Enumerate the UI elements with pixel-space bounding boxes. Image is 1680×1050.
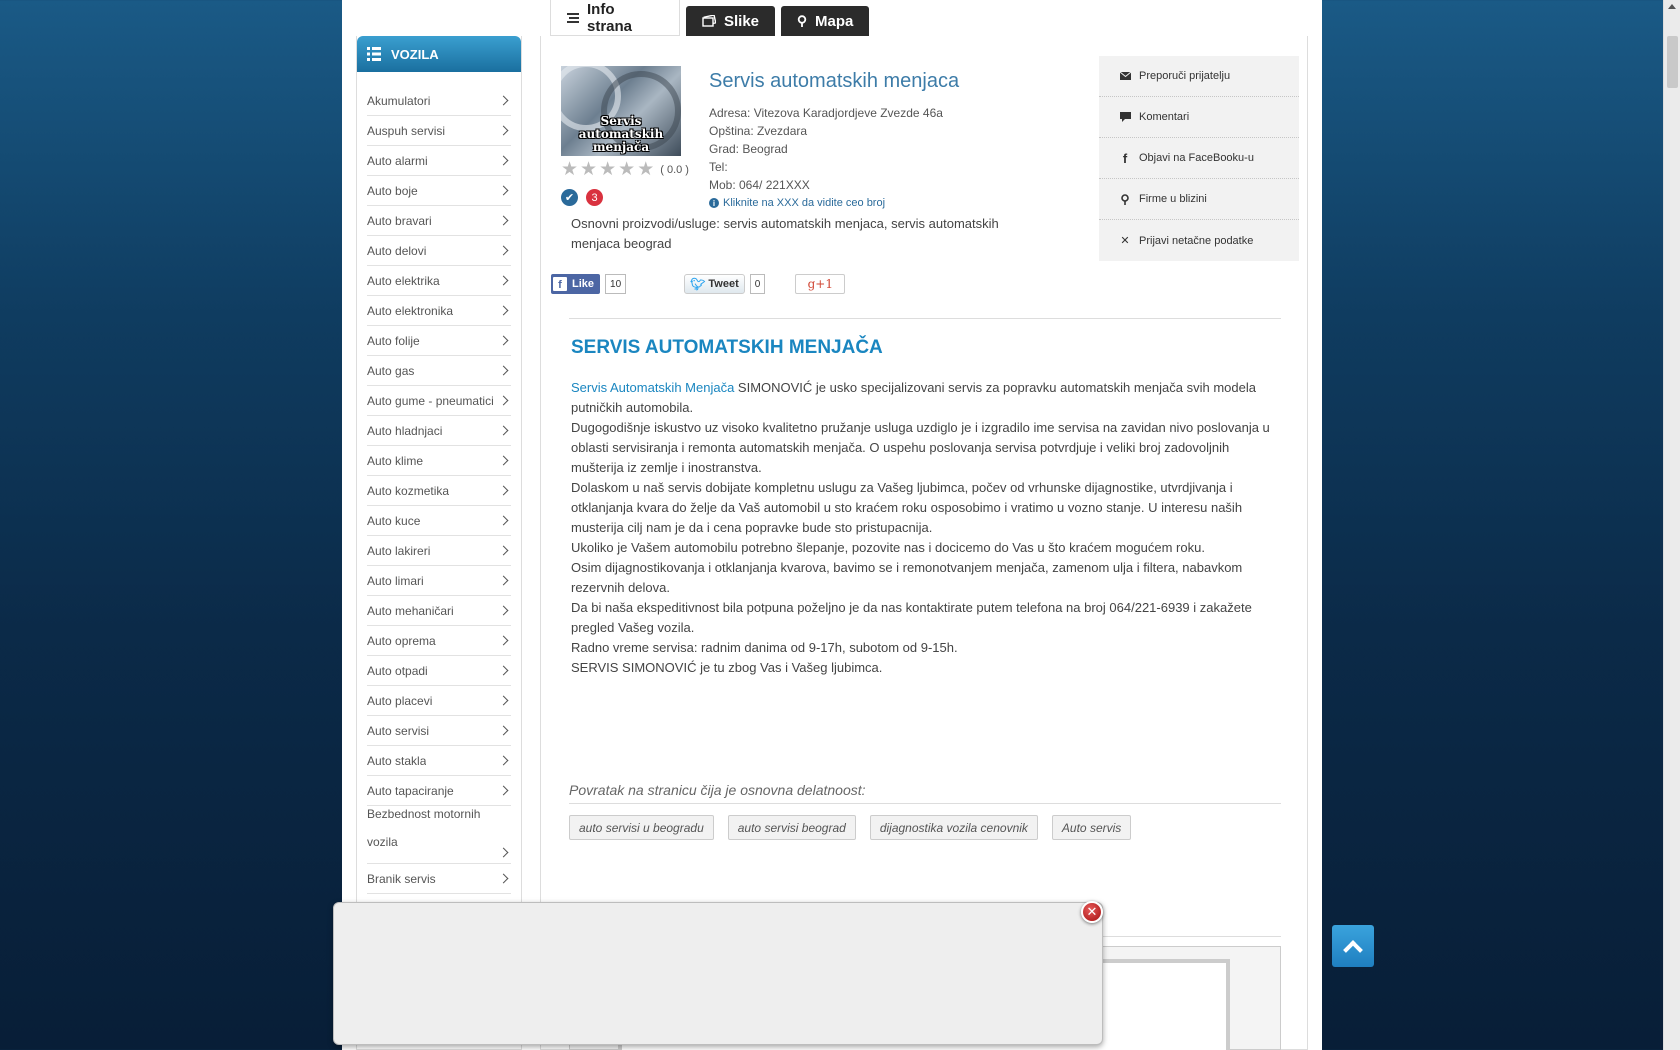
sidebar-item[interactable]	[367, 656, 511, 686]
chevron-right-icon	[499, 456, 509, 466]
map-pin-icon	[797, 15, 807, 27]
chevron-right-icon	[499, 636, 509, 646]
map-pin-icon	[1119, 194, 1131, 205]
back-to-category-label: Povratak na stranicu čija je osnovna delatnoost:	[569, 782, 866, 798]
sidebar-item-label: Auto delovi	[367, 243, 427, 258]
sidebar-item-label: Auto otpadi	[367, 663, 428, 678]
sidebar-item[interactable]	[367, 506, 511, 536]
municipality: Opština: Zvezdara	[709, 124, 808, 138]
chevron-right-icon	[499, 96, 509, 106]
description-paragraph: Dugogodišnje iskustvo uz visoko kvalitetno pružanje usluga uzdiglo je i izgradilo ime servisa na zavidan nivo poslovanja u oblasti servisiranja i remonta automatskih menjača. O uspehu poslovanja servisa potvrdjuje i veliki broj zadovoljnih mušterija iz zemlje i inostranstva.	[571, 420, 1270, 475]
sidebar-item-label: Auto alarmi	[367, 153, 428, 168]
sidebar-item-label: Auto lakireri	[367, 543, 431, 558]
category-tags	[569, 815, 1131, 840]
description-paragraph: Radno vreme servisa: radnim danima od 9-17h, subotom od 9-15h.	[571, 640, 958, 655]
action-panel	[1099, 56, 1299, 261]
tab-slike[interactable]	[686, 6, 775, 36]
chevron-right-icon	[499, 186, 509, 196]
info-icon: i	[709, 198, 719, 208]
reveal-number-text: Kliknite na XXX da vidite ceo broj	[723, 197, 886, 209]
chevron-right-icon	[499, 276, 509, 286]
chevron-right-icon	[499, 576, 509, 586]
category-sidebar	[356, 36, 522, 1050]
city: Grad: Beograd	[709, 142, 788, 156]
tweet-count: 0	[750, 274, 766, 294]
business-info	[709, 104, 943, 194]
intro-text: SIMONOVIĆ je usko specijalizovani servis za popravku automatskih menjača svih modela putničkih automobila.	[571, 380, 1256, 415]
sidebar-item[interactable]	[367, 446, 511, 476]
star-icon: ★	[637, 159, 655, 180]
list-icon	[567, 13, 579, 23]
twitter-bird-icon: 🐦︎	[690, 277, 706, 291]
scroll-to-top-button[interactable]	[1332, 925, 1374, 967]
sidebar-item-label: Auto mehaničari	[367, 603, 454, 618]
chevron-right-icon	[499, 366, 509, 376]
nearby-businesses-button[interactable]	[1099, 179, 1299, 220]
tab-bar	[550, 0, 869, 36]
sidebar-item[interactable]	[367, 236, 511, 266]
tab-label: Mapa	[815, 12, 854, 30]
scroll-up-arrow-icon[interactable]	[1668, 4, 1676, 9]
chevron-right-icon	[499, 546, 509, 556]
sidebar-item[interactable]	[367, 296, 511, 326]
sidebar-item[interactable]	[367, 326, 511, 356]
page-container	[342, 0, 1322, 1050]
intro-paragraph	[571, 378, 1283, 418]
recommend-friend-button[interactable]	[1099, 56, 1299, 97]
action-label: Firme u blizini	[1139, 193, 1207, 205]
business-description	[571, 378, 1283, 678]
sidebar-item[interactable]	[367, 596, 511, 626]
sidebar-item-label: Auto oprema	[367, 633, 436, 648]
sidebar-item-label: Auto elektronika	[367, 303, 454, 318]
images-icon	[702, 15, 716, 27]
tab-info-strana[interactable]	[550, 0, 680, 36]
address: Adresa: Vitezova Karadjordjeve Zvezde 46a	[709, 106, 943, 120]
sidebar-item-label: Auto stakla	[367, 753, 427, 768]
like-count: 10	[605, 274, 626, 294]
tab-label: Info strana	[587, 0, 633, 35]
chevron-right-icon	[499, 726, 509, 736]
chevron-right-icon	[499, 756, 509, 766]
google-plus-button[interactable]: g+1	[795, 274, 845, 294]
chevron-right-icon	[499, 156, 509, 166]
page-scrollbar[interactable]	[1663, 0, 1680, 1050]
facebook-icon: f	[553, 277, 567, 291]
ad-overlay	[333, 902, 1103, 1045]
scroll-thumb[interactable]	[1667, 36, 1678, 88]
sidebar-item[interactable]	[367, 686, 511, 716]
sidebar-item-label: Auto boje	[367, 183, 418, 198]
sidebar-item-label: Auto kuce	[367, 513, 421, 528]
star-icon: ★	[599, 159, 617, 180]
close-overlay-button[interactable]	[1081, 901, 1103, 923]
description-paragraph: SERVIS SIMONOVIĆ je tu zbog Vas i Vašeg ljubimca.	[571, 660, 883, 675]
sidebar-item-label: Auto elektrika	[367, 273, 440, 288]
sidebar-item-label: Auto placevi	[367, 693, 433, 708]
sidebar-item-label: Auto gas	[367, 363, 415, 378]
description-paragraph: Da bi naša ekspeditivnost bila potpuna poželjno je da nas kontaktirate putem telefona na broj 064/221-6939 i zakažete pregled Vašeg vozila.	[571, 600, 1252, 635]
like-label: Like	[572, 278, 595, 290]
comment-icon	[1119, 112, 1131, 122]
sidebar-item[interactable]	[367, 206, 511, 236]
chevron-right-icon	[499, 516, 509, 526]
badge-row	[561, 189, 603, 206]
star-icon: ★	[561, 159, 579, 180]
sidebar-item-label: Auto limari	[367, 573, 424, 588]
sidebar-item[interactable]	[367, 716, 511, 746]
sidebar-list	[357, 86, 521, 894]
chevron-right-icon	[499, 306, 509, 316]
sidebar-item[interactable]	[367, 386, 511, 416]
description-paragraph: Osim dijagnostikovanja i otklanjanja kvarova, bavimo se i remonotvanjem menjača, zamenom ulja i filtera, nabavkom rezervnih delova.	[571, 560, 1243, 595]
sidebar-item-label: Auto servisi	[367, 723, 430, 738]
business-title: Servis automatskih menjaca	[709, 70, 960, 92]
sidebar-title: VOZILA	[391, 46, 439, 62]
rating-value: ( 0.0 )	[660, 164, 689, 176]
sidebar-item-label: Branik servis	[367, 871, 436, 886]
facebook-like-button[interactable]	[551, 274, 600, 294]
social-buttons	[551, 274, 845, 294]
sidebar-item-label: Akumulatori	[367, 93, 431, 108]
close-icon: ✕	[1086, 904, 1098, 919]
sidebar-item[interactable]	[367, 776, 511, 806]
sidebar-item-label: Auto kozmetika	[367, 483, 450, 498]
sidebar-item[interactable]	[367, 116, 511, 146]
chevron-right-icon	[499, 486, 509, 496]
star-icon: ★	[618, 159, 636, 180]
sidebar-item[interactable]	[367, 416, 511, 446]
category-tag[interactable]: auto servisi u beogradu	[569, 815, 714, 840]
chevron-right-icon	[499, 696, 509, 706]
divider	[569, 318, 1281, 319]
rating-stars[interactable]	[561, 161, 689, 179]
sidebar-item[interactable]	[367, 86, 511, 116]
star-icon: ★	[580, 159, 598, 180]
envelope-icon	[1119, 72, 1131, 80]
sidebar-item[interactable]	[367, 146, 511, 176]
sidebar-item[interactable]	[367, 176, 511, 206]
tab-mapa[interactable]	[781, 6, 869, 36]
sidebar-item-label: Auto klime	[367, 453, 424, 468]
chevron-right-icon	[499, 126, 509, 136]
category-tag[interactable]: Auto servis	[1052, 815, 1131, 840]
sidebar-item-label: Auto gume - pneumatici	[367, 393, 494, 408]
sidebar-item-label: Auspuh servisi	[367, 123, 446, 138]
reveal-number-link[interactable]	[709, 197, 885, 209]
sidebar-item-label: Auto folije	[367, 333, 420, 348]
sidebar-item[interactable]	[367, 806, 511, 864]
category-tag[interactable]: auto servisi beograd	[728, 815, 856, 840]
action-label: Komentari	[1139, 111, 1190, 123]
sidebar-item[interactable]	[367, 566, 511, 596]
share-facebook-button[interactable]	[1099, 138, 1299, 179]
action-label: Preporuči prijatelju	[1139, 70, 1231, 82]
report-incorrect-button[interactable]	[1099, 220, 1299, 261]
sidebar-item-label: Auto tapaciranje	[367, 783, 454, 798]
sidebar-item[interactable]	[367, 266, 511, 296]
facebook-icon: f	[1122, 150, 1128, 166]
tab-label: Slike	[724, 12, 760, 30]
divider	[569, 803, 1281, 804]
chevron-right-icon	[499, 426, 509, 436]
chevron-right-icon	[499, 396, 509, 406]
chevron-right-icon	[499, 606, 509, 616]
sidebar-item-label: Auto hladnjaci	[367, 423, 443, 438]
comments-button[interactable]	[1099, 97, 1299, 138]
main-panel	[540, 36, 1308, 1050]
sidebar-item[interactable]	[367, 864, 511, 894]
chevron-right-icon	[499, 786, 509, 796]
description-paragraph: Ukoliko je Vašem automobilu potrebno šlepanje, pozovite nas i docicemo do Vas u što kraćem mogućem roku.	[571, 540, 1205, 555]
count-badge: 3	[586, 189, 603, 206]
list-icon	[367, 47, 381, 61]
close-icon: ✕	[1120, 235, 1130, 247]
sidebar-item-label: Auto bravari	[367, 213, 432, 228]
action-label: Objavi na FaceBooku-u	[1139, 152, 1254, 164]
telephone: Tel:	[709, 160, 728, 174]
products-services: Osnovni proizvodi/usluge: servis automatskih menjaca, servis automatskih menjaca beograd	[571, 216, 999, 251]
business-name-link[interactable]: Servis Automatskih Menjača	[571, 380, 735, 395]
sidebar-item-label: Bezbednost motornih vozila	[367, 807, 481, 849]
sidebar-item[interactable]	[367, 746, 511, 776]
tweet-button[interactable]	[684, 274, 745, 294]
description-paragraph: Dolaskom u naš servis dobijate kompletnu uslugu za Vašeg ljubimca, počev od vrhunske dijagnostike, utvrdjivanja i otklanjanja kvara do želje da Vaš automobil u sto kraćem roku osposobimo i vratimo u vozno stanje. U interesu naših musterija cilj nam je da i cena popravke bude sto pristupacnija.	[571, 480, 1243, 535]
sidebar-item[interactable]	[367, 356, 511, 386]
chevron-right-icon	[499, 666, 509, 676]
verified-check-icon: ✔	[561, 189, 578, 206]
chevron-right-icon	[499, 246, 509, 256]
thumbnail-caption: Servis automatskih menjača	[578, 114, 664, 154]
mobile: Mob: 064/ 221XXX	[709, 178, 810, 192]
business-thumbnail[interactable]	[561, 66, 681, 156]
action-label: Prijavi netačne podatke	[1139, 234, 1254, 247]
category-tag[interactable]: dijagnostika vozila cenovnik	[870, 815, 1038, 840]
sidebar-item[interactable]	[367, 626, 511, 656]
content-title: SERVIS AUTOMATSKIH MENJAČA	[571, 337, 883, 358]
sidebar-item[interactable]	[367, 476, 511, 506]
chevron-right-icon	[499, 216, 509, 226]
chevron-right-icon	[499, 336, 509, 346]
sidebar-item[interactable]	[367, 536, 511, 566]
chevron-up-icon	[1343, 940, 1363, 960]
chevron-right-icon	[499, 848, 509, 858]
sidebar-header[interactable]	[357, 36, 521, 72]
tweet-label: Tweet	[708, 278, 739, 290]
chevron-right-icon	[499, 874, 509, 884]
